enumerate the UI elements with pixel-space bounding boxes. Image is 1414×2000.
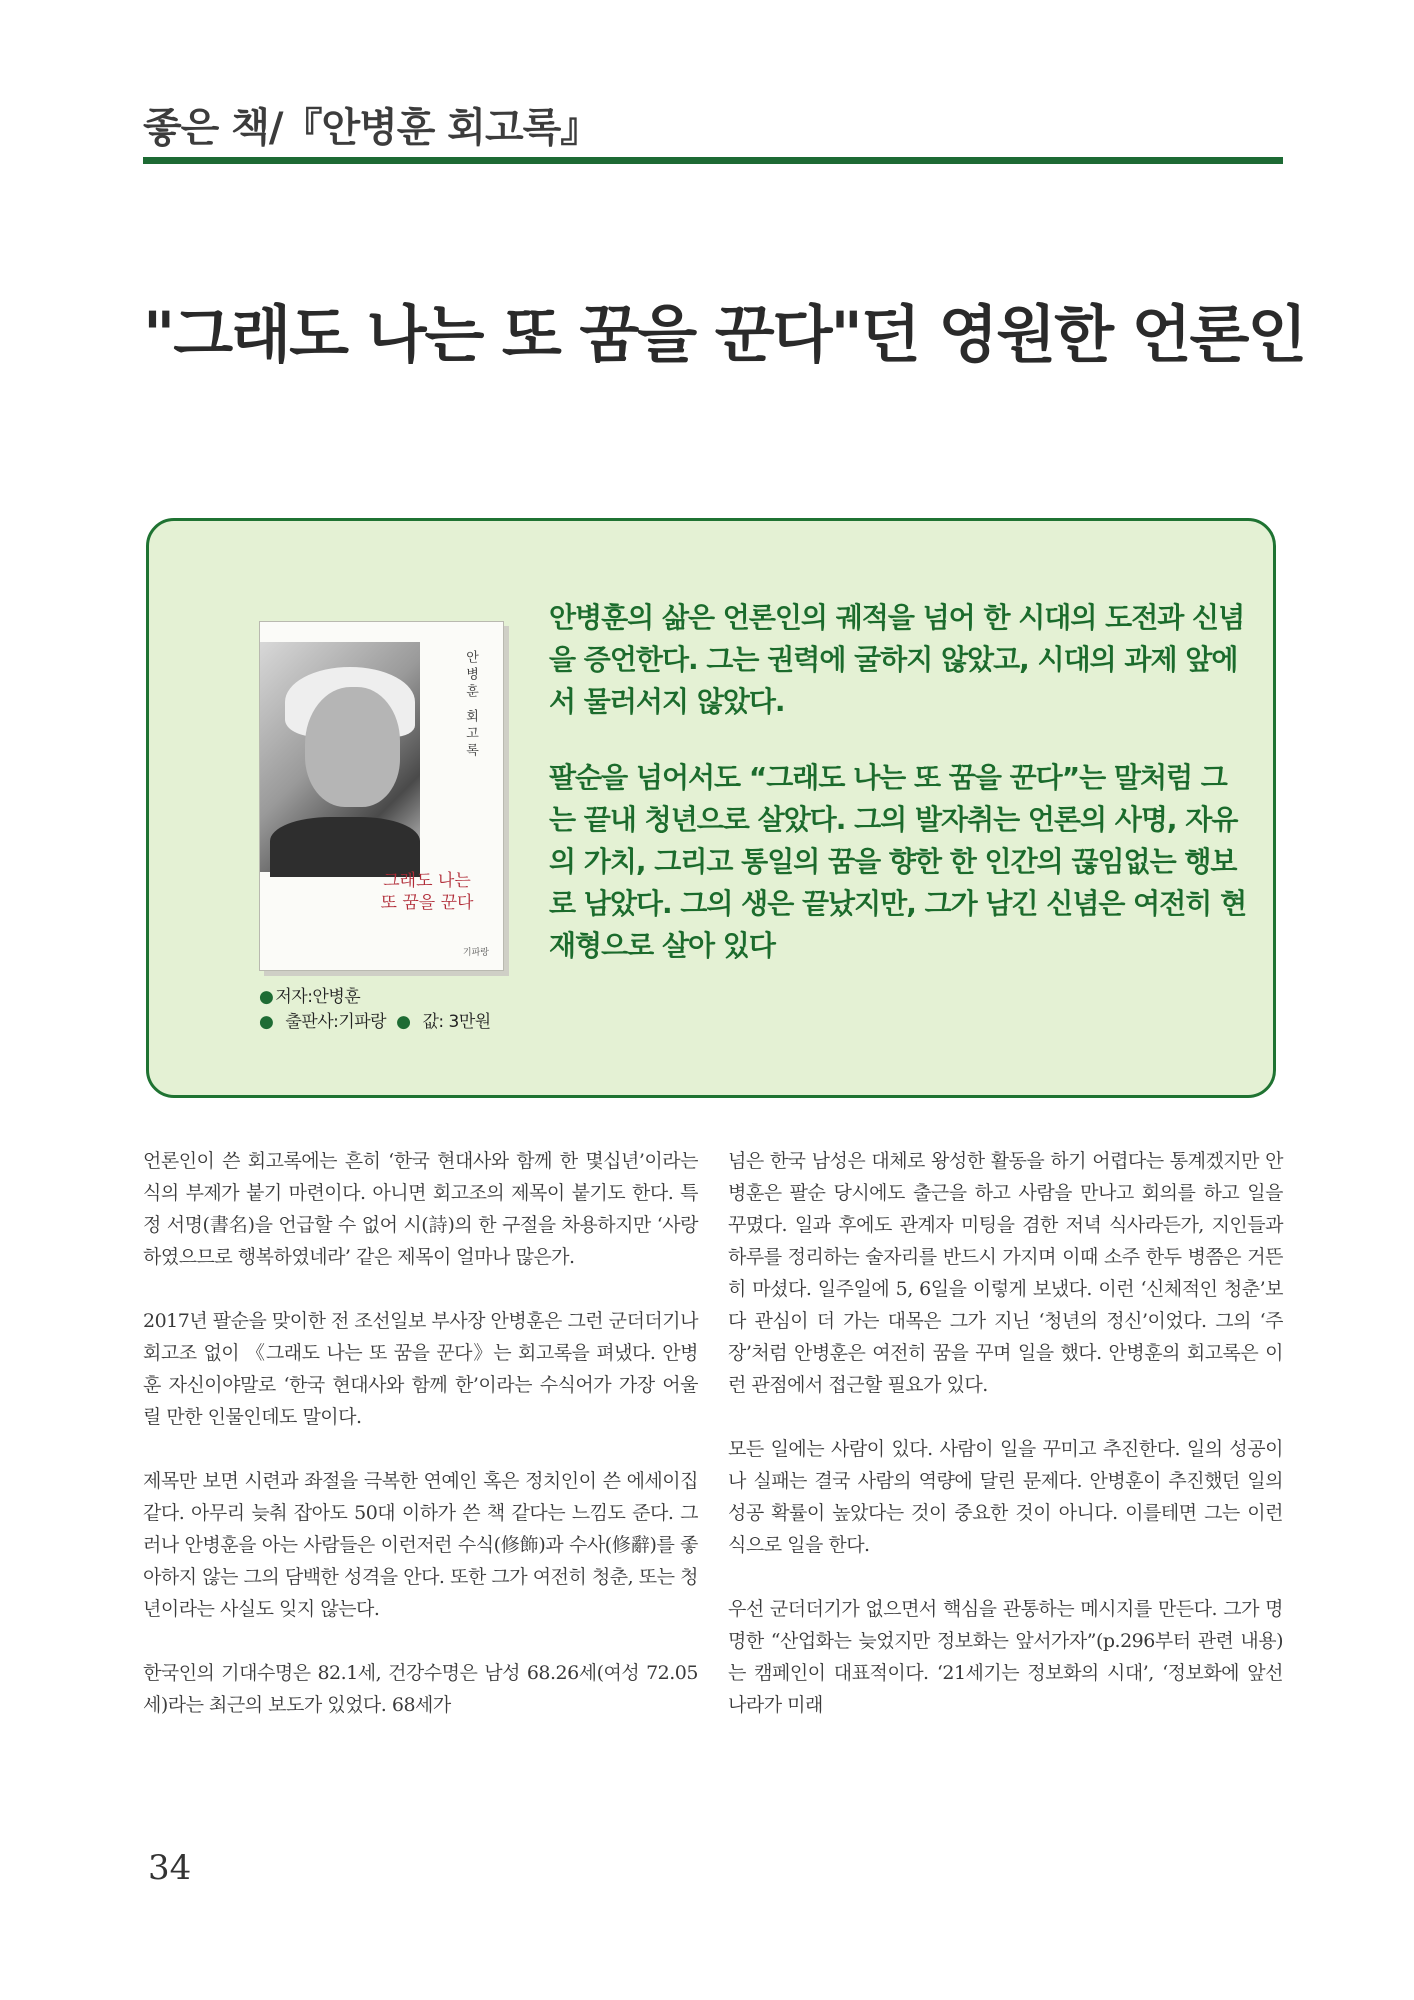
- book-author-line: [259, 985, 519, 1010]
- book-publisher: 출판사:기파랑: [285, 1012, 387, 1032]
- page-number: 34: [148, 1848, 192, 1888]
- bullet-icon: ●: [259, 987, 274, 1007]
- article-paragraph: 넘은 한국 남성은 대체로 왕성한 활동을 하기 어렵다는 통계겠지만 안병훈은 팔순 당시에도 출근을 하고 사람을 만나고 회의를 하고 일을 꾸몄다. 일과 후에도 관계자 미팅을 겸한 저녁 식사라든가, 지인들과 하루를 정리하는 술자리를 반드시 가지며 이때 소주 한두 병쯤은 거뜬히 마셨다. 일주일에 5, 6일을 이렇게 보냈다. 이런 ‘신체적인 청춘’보다 관심이 더 가는 대목은 그가 지닌 ‘청년의 정신’이었다. 그의 ‘주장’처럼 안병훈은 여전히 꿈을 꾸며 일을 했다. 안병훈의 회고록은 이런 관점에서 접근할 필요가 있다.: [728, 1150, 1283, 1396]
- cover-title: [362, 870, 492, 914]
- cover-title-line1: 그래도 나는: [383, 871, 471, 891]
- author-suit-shape: [270, 817, 420, 877]
- cover-vertical-title: 안병훈 회고록: [463, 650, 478, 761]
- cover-publisher-logo: 기파랑: [462, 948, 489, 958]
- article-paragraph: 제목만 보면 시련과 좌절을 극복한 연예인 혹은 정치인이 쓴 에세이집 같다. 아무리 늦춰 잡아도 50대 이하가 쓴 책 같다는 느낌도 준다. 그러나 안병훈을 아는 사람들은 이런저런 수식(修飾)과 수사(修辭)를 좋아하지 않는 그의 담백한 성격을 안다. 또한 그가 여전히 청춘, 또는 청년이라는 사실도 잊지 않는다.: [143, 1470, 698, 1620]
- article-paragraph: 2017년 팔순을 맞이한 전 조선일보 부사장 안병훈은 그런 군더더기나 회고조 없이 《그래도 나는 또 꿈을 꾼다》는 회고록을 펴냈다. 안병훈 자신이야말로 ‘한국 현대사와 함께 한’이라는 수식어가 가장 어울릴 만한 인물인데도 말이다.: [143, 1310, 698, 1428]
- article-column-left: [143, 1145, 698, 1753]
- article-paragraph: 언론인이 쓴 회고록에는 흔히 ‘한국 현대사와 함께 한 몇십년’이라는 식의 부제가 붙기 마련이다. 아니면 회고조의 제목이 붙기도 한다. 특정 서명(書名)을 언급할 수 없어 시(詩)의 한 구절을 차용하지만 ‘사랑하였으므로 행복하였네라’ 같은 제목이 얼마나 많은가.: [143, 1150, 698, 1268]
- article-headline: "그래도 나는 또 꿈을 꾼다"던 영원한 언론인: [143, 298, 1306, 371]
- book-author: 저자:안병훈: [275, 987, 361, 1007]
- book-cover-image: [259, 621, 504, 971]
- bullet-icon: ●: [259, 1012, 274, 1032]
- summary-paragraph-1: 안병훈의 삶은 언론인의 궤적을 넘어 한 시대의 도전과 신념을 증언한다. 그는 권력에 굴하지 않았고, 시대의 과제 앞에서 물러서지 않았다.: [549, 601, 1245, 718]
- summary-paragraph-2: 팔순을 넘어서도 “그래도 나는 또 꿈을 꾼다”는 말처럼 그는 끝내 청년으로 살았다. 그의 발자취는 언론의 사명, 자유의 가치, 그리고 통일의 꿈을 향한 한 인간의 끊임없는 행보로 남았다. 그의 생은 끝났지만, 그가 남긴 신념은 여전히 현재형으로 살아 있다: [549, 761, 1247, 962]
- summary-text: [549, 597, 1249, 1001]
- article-column-right: [728, 1145, 1283, 1753]
- book-price: 값: 3만원: [422, 1012, 491, 1032]
- article-paragraph: 모든 일에는 사람이 있다. 사람이 일을 꾸미고 추진한다. 일의 성공이나 실패는 결국 사람의 역량에 달린 문제다. 안병훈이 추진했던 일의 성공 확률이 높았다는 것이 중요한 것이 아니다. 이를테면 그는 이런 식으로 일을 한다.: [728, 1438, 1283, 1556]
- bullet-icon: ●: [396, 1012, 411, 1032]
- section-header: 좋은 책/『안병훈 회고록』: [143, 105, 600, 151]
- summary-box: [146, 518, 1276, 1098]
- article-paragraph: 한국인의 기대수명은 82.1세, 건강수명은 남성 68.26세(여성 72.05세)라는 최근의 보도가 있었다. 68세가: [143, 1662, 698, 1716]
- book-info: [259, 985, 519, 1035]
- author-photo: [260, 642, 420, 872]
- cover-title-line2: 또 꿈을 꾼다: [380, 893, 474, 914]
- author-face-shape: [305, 687, 400, 807]
- header-divider: [143, 157, 1283, 164]
- article-paragraph: 우선 군더더기가 없으면서 핵심을 관통하는 메시지를 만든다. 그가 명명한 “산업화는 늦었지만 정보화는 앞서가자”(p.296부터 관련 내용)는 캠페인이 대표적이다. ‘21세기는 정보화의 시대’, ‘정보화에 앞선 나라가 미래: [728, 1598, 1283, 1716]
- book-publisher-line: [259, 1010, 519, 1035]
